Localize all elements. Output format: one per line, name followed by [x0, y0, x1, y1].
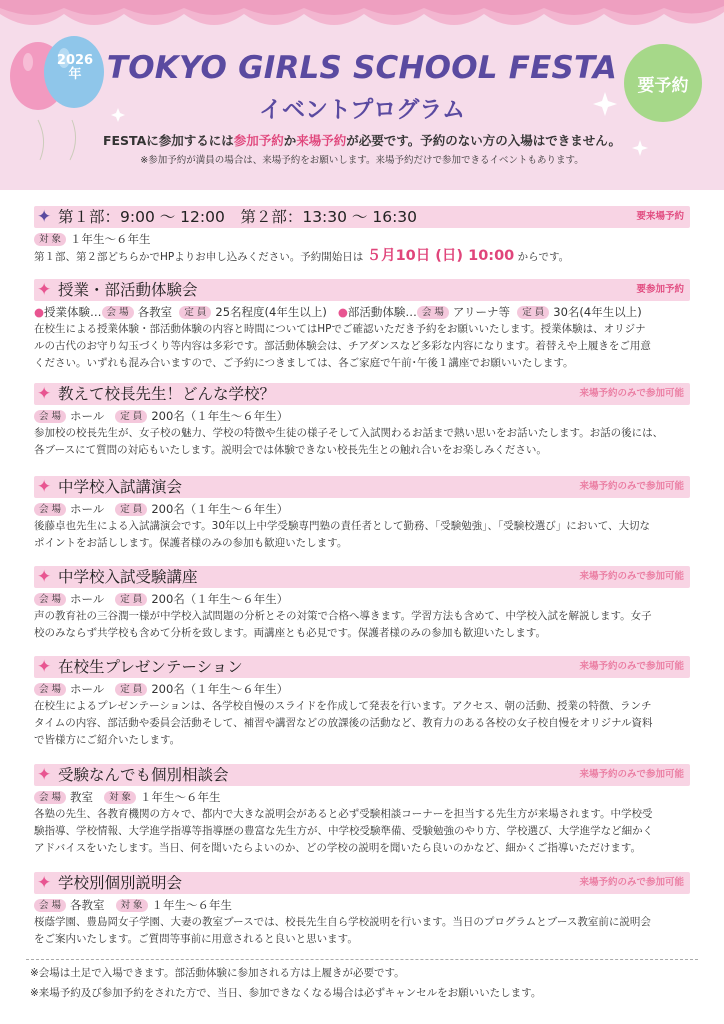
venue-value: ホール	[70, 409, 105, 423]
footer-note-cancel: ※来場予約及び参加予約をされた方で、当日、参加できなくなる場合は必ずキャンセルをお願いいたします。	[30, 987, 542, 999]
footer-divider	[26, 959, 698, 960]
body-line: 参加校の校長先生が、女子校の魅力、学校の特徴や生徒の様子そして入試関わるお話まで熱い思いをお話いたします。お話の後には、	[34, 427, 664, 439]
body-line: ポイントをお話しします。保護者様のみの参加も歓迎いたします。	[34, 537, 348, 549]
section-title: 受験なんでも個別相談会	[58, 766, 229, 784]
section-header	[34, 566, 690, 588]
section-header	[34, 206, 690, 228]
intro-highlight-participation: 参加予約	[233, 133, 284, 148]
reservation-start-date: ５月10日 (日) 10:00	[366, 248, 515, 264]
page-title: TOKYO GIRLS SCHOOL FESTA	[106, 50, 618, 86]
section-title: 中学校入試講演会	[58, 478, 183, 496]
venue-pill: 会 場	[102, 306, 134, 319]
section-header	[34, 476, 690, 498]
section-body	[34, 518, 690, 552]
bullet-icon: ●	[34, 305, 45, 319]
section-student-presentation	[34, 656, 690, 749]
section-header	[34, 383, 690, 405]
sparkle-icon: ✦	[37, 657, 52, 677]
body-post: からです。	[514, 251, 570, 263]
venue-value: 各教室	[70, 898, 105, 912]
venue-value: 教室	[70, 790, 94, 804]
section-body	[34, 608, 690, 642]
venue-pill: 会 場	[34, 503, 66, 516]
section-entrance-exam-course	[34, 566, 690, 642]
intro-note: ※参加予約が満員の場合は、来場予約をお願いします。来場予約だけで参加できるイベントもあります。	[140, 155, 584, 166]
body-line: 在校生によるプレゼンテーションは、各学校自慢のスライドを作成して発表を行います。アクセス、朝の活動、授業の特徴、ランチ	[34, 700, 652, 712]
section-meta	[34, 681, 690, 698]
venue-value: ホール	[70, 592, 105, 606]
capacity-pill: 定 員	[115, 503, 147, 516]
reservation-tag: 来場予約のみで参加可能	[579, 481, 684, 492]
sparkle-icon: ✦	[37, 567, 52, 587]
section-header	[34, 656, 690, 678]
section-title: 中学校入試受験講座	[58, 568, 198, 586]
capacity-value: 200名（１年生〜６年生）	[151, 409, 289, 423]
reservation-required-badge: 要予約	[624, 44, 702, 122]
header	[0, 0, 724, 190]
reservation-tag: 来場予約のみで参加可能	[579, 769, 684, 780]
section-header	[34, 872, 690, 894]
body-line: 各塾の先生、各教育機関の方々で、都内で大きな説明会があると必ず受験相談コーナーを担当する先生方が来場されます。中学校受	[34, 808, 653, 820]
section-meta	[34, 591, 690, 608]
section-meta	[34, 501, 690, 518]
target-value: １年生〜６年生	[140, 790, 221, 804]
reservation-tag: 要来場予約	[636, 211, 684, 222]
venue-value: ホール	[70, 682, 105, 696]
section-title: 在校生プレゼンテーション	[58, 658, 243, 676]
section-meta	[34, 408, 690, 425]
body-line: 験指導、学校情報、大学進学指導等指導歴の豊富な先生方が、中学校受験準備、受験勉強のやり方、学校選び、大学進学など細かく	[34, 825, 654, 837]
section-meta	[34, 897, 690, 914]
class-trial-venue: 各教室	[137, 305, 173, 319]
body-line: 在校生による授業体験・部活動体験の内容と時間についてはHPでご確認いただき予約をお願いいたします。授業体験は、オリジナ	[34, 323, 646, 335]
section-schedule	[34, 206, 690, 266]
intro-mid: か	[283, 133, 297, 148]
sparkle-icon: ✦	[37, 477, 52, 497]
reservation-tag: 来場予約のみで参加可能	[579, 661, 684, 672]
section-body	[34, 248, 690, 266]
body-line: で皆様方にご紹介いたします。	[34, 734, 181, 746]
capacity-pill: 定 員	[115, 683, 147, 696]
section-title: 授業・部活動体験会	[58, 281, 198, 299]
class-trial-label: 授業体験…	[44, 305, 102, 319]
capacity-pill: 定 員	[115, 593, 147, 606]
section-header	[34, 764, 690, 786]
section-body	[34, 321, 690, 372]
reservation-tag: 要参加予約	[636, 284, 684, 295]
body-line: タイムの内容、部活動や委員会活動そして、補習や講習などの放課後の活動など、教育力のある各校の女子校自慢をオリジナル資料	[34, 717, 653, 729]
sparkle-icon: ✦	[37, 384, 52, 404]
body-pre: 第１部、第２部どちらかでHPよりお申し込みください。予約開始日は	[34, 251, 367, 263]
section-body	[34, 425, 690, 459]
venue-pill: 会 場	[34, 791, 66, 804]
section-body	[34, 698, 690, 749]
body-line: をご案内いたします。ご質問等事前に用意されると良いと思います。	[34, 933, 358, 945]
section-title: 教えて校長先生！どんな学校？	[58, 385, 276, 403]
class-trial-capacity: 25名程度(4年生以上)	[215, 305, 327, 319]
bullet-icon: ●	[337, 305, 348, 319]
section-principal-talk	[34, 383, 690, 459]
club-trial-venue: アリーナ等	[452, 305, 510, 319]
capacity-value: 200名（１年生〜６年生）	[151, 502, 289, 516]
target-pill: 対 象	[104, 791, 136, 804]
section-individual-consultation	[34, 764, 690, 857]
intro-text	[0, 131, 724, 149]
section-body	[34, 914, 690, 948]
target-pill: 対 象	[34, 233, 66, 246]
body-line: ください。いずれも混み合いますので、ご予約につきましては、各ご家庭で午前･午後１講座でお願いいたします。	[34, 357, 574, 369]
reservation-tag: 来場予約のみで参加可能	[579, 571, 684, 582]
sparkle-icon: ✦	[37, 873, 52, 893]
capacity-pill: 定 員	[179, 306, 211, 319]
venue-pill: 会 場	[417, 306, 449, 319]
body-line: ルの古代のお守り勾玉づくり等内容は多彩です。部活動体験会は、チアダンスなど多彩な内容になります。着替えや上履きをご用意	[34, 340, 651, 352]
section-title: 第１部：9:00 〜 12:00 第２部：13:30 〜 16:30	[58, 208, 418, 226]
capacity-value: 200名（１年生〜６年生）	[151, 682, 289, 696]
target-value: １年生〜６年生	[151, 898, 233, 912]
target-pill: 対 象	[116, 899, 148, 912]
section-title: 学校別個別説明会	[58, 874, 183, 892]
section-meta	[34, 304, 690, 321]
capacity-pill: 定 員	[115, 410, 147, 423]
body-line: 各ブースにて質問の対応もいたします。説明会では体験できない校長先生との触れ合いをお楽しみください。	[34, 444, 547, 456]
section-class-club-trial	[34, 279, 690, 372]
venue-pill: 会 場	[34, 683, 66, 696]
page-subtitle: イベントプログラム	[258, 97, 466, 123]
body-line: 声の教育社の三谷潤一様が中学校入試問題の分析とその対策で合格へ導きます。学習方法も含めて、中学校入試を解説します。女子	[34, 610, 652, 622]
sparkle-icon: ✦	[37, 280, 52, 300]
intro-highlight-visit: 来場予約	[296, 133, 347, 148]
year-number: 2026	[56, 53, 94, 68]
body-line: 後藤卓也先生による入試講演会です。30年以上中学受験専門塾の責任者として勤務、「受験勉強」、「受験校選び」において、大切な	[34, 520, 651, 532]
club-trial-capacity: 30名(4年生以上)	[553, 305, 642, 319]
club-trial-label: 部活動体験…	[347, 305, 417, 319]
sparkle-icon: ✦	[37, 765, 52, 785]
reservation-tag: 来場予約のみで参加可能	[579, 388, 684, 399]
sparkle-icon: ✦	[37, 207, 52, 227]
venue-value: ホール	[70, 502, 105, 516]
body-line: アドバイスをいたします。当日、何を聞いたらよいのか、どの学校の説明を聞いたら良いのかなど、細かくご指導いただけます。	[34, 842, 642, 854]
section-meta	[34, 789, 690, 806]
intro-pre: FESTAに参加するには	[102, 133, 234, 148]
section-body	[34, 806, 690, 857]
venue-pill: 会 場	[34, 410, 66, 423]
capacity-pill: 定 員	[517, 306, 549, 319]
venue-pill: 会 場	[34, 593, 66, 606]
year-suffix: 年	[68, 67, 82, 82]
section-header	[34, 279, 690, 301]
reservation-tag: 来場予約のみで参加可能	[579, 877, 684, 888]
section-school-briefing	[34, 872, 690, 948]
section-meta	[34, 231, 690, 248]
venue-pill: 会 場	[34, 899, 66, 912]
body-line: 校のみならず共学校も含めて分析を致します。両講座とも必見です。保護者様のみの参加も歓迎いたします。	[34, 627, 546, 639]
intro-post: が必要です。予約のない方の入場はできません。	[346, 133, 622, 148]
target-value: １年生〜６年生	[70, 232, 151, 246]
capacity-value: 200名（１年生〜６年生）	[151, 592, 289, 606]
footer-note-shoes: ※会場は土足で入場できます。部活動体験に参加される方は上履きが必要です。	[30, 967, 405, 979]
section-entrance-lecture	[34, 476, 690, 552]
body-line: 桜蔭学園、豊島岡女子学園、大妻の教室ブースでは、校長先生自ら学校説明を行います。当日のプログラムとブース教室前に説明会	[34, 916, 651, 928]
